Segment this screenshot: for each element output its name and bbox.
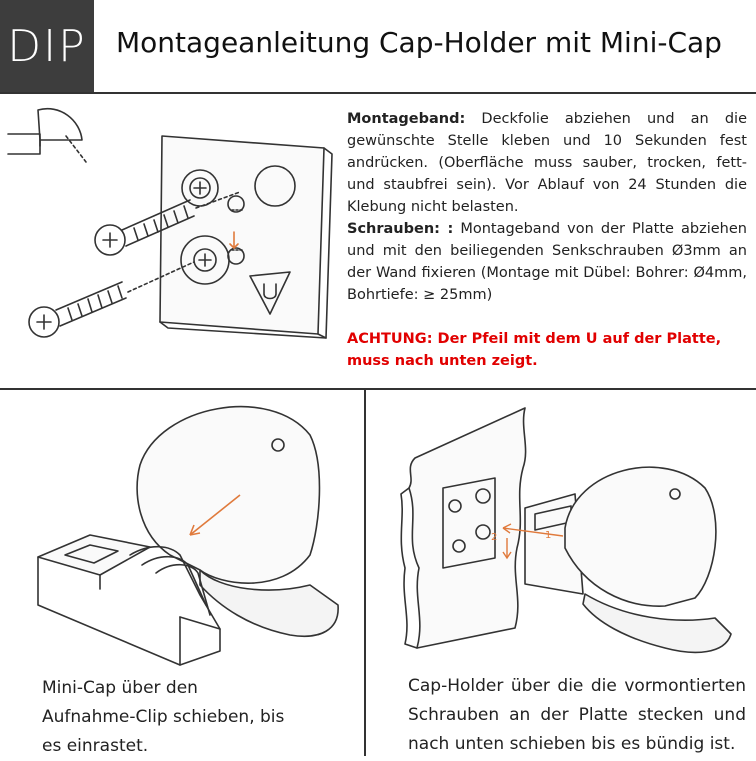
cap-holder [525, 467, 731, 652]
schrauben-label: Schrauben: : [347, 221, 454, 237]
warning-text: ACHTUNG: Der Pfeil mit dem U auf der Platte, muss nach unten zeigt. [347, 331, 722, 369]
plate-illustration [0, 96, 340, 386]
cap-icon [8, 109, 86, 162]
montageband-label: Montageband: [347, 111, 466, 127]
montageband-text: Deckfolie abziehen und an die gewünschte Stelle kleben und 10 Sekunden fest andrücken. (Oberfläche muss sauber, trocken, fett- und staubfrei sein). Vor Ablauf von 24 Stunden die Klebung nicht belasten. [347, 111, 747, 215]
header-divider [0, 92, 756, 94]
cap-holder-illustration [375, 398, 755, 688]
right-step-caption: Cap-Holder über die die vormontierten Schrauben an der Platte stecken und nach unten schieben bis es bündig ist. [408, 676, 746, 754]
instructions-block [347, 108, 747, 372]
montageband-paragraph [347, 108, 747, 218]
schrauben-text: Montageband von der Platte abziehen und mit den beiliegenden Senkschrauben Ø3mm an der Wand fixieren (Montage mit Dübel: Bohrer: Ø4mm, Bohrtiefe: ≥ 25mm) [347, 221, 747, 303]
mini-cap-illustration [20, 395, 360, 665]
logo: DIP [0, 0, 94, 92]
schrauben-paragraph [347, 218, 747, 306]
left-step-caption: Mini-Cap über den Aufnahme-Clip schieben, bis es einrastet. [42, 678, 285, 756]
arrow-label-1: 1 [545, 530, 552, 541]
mounting-plate [160, 136, 332, 338]
arrow-label-2: 2 [491, 532, 498, 543]
column-divider [364, 388, 366, 756]
page-title: Montageanleitung Cap-Holder mit Mini-Cap [116, 26, 722, 59]
mini-cap [137, 407, 338, 637]
section-divider [0, 388, 756, 390]
